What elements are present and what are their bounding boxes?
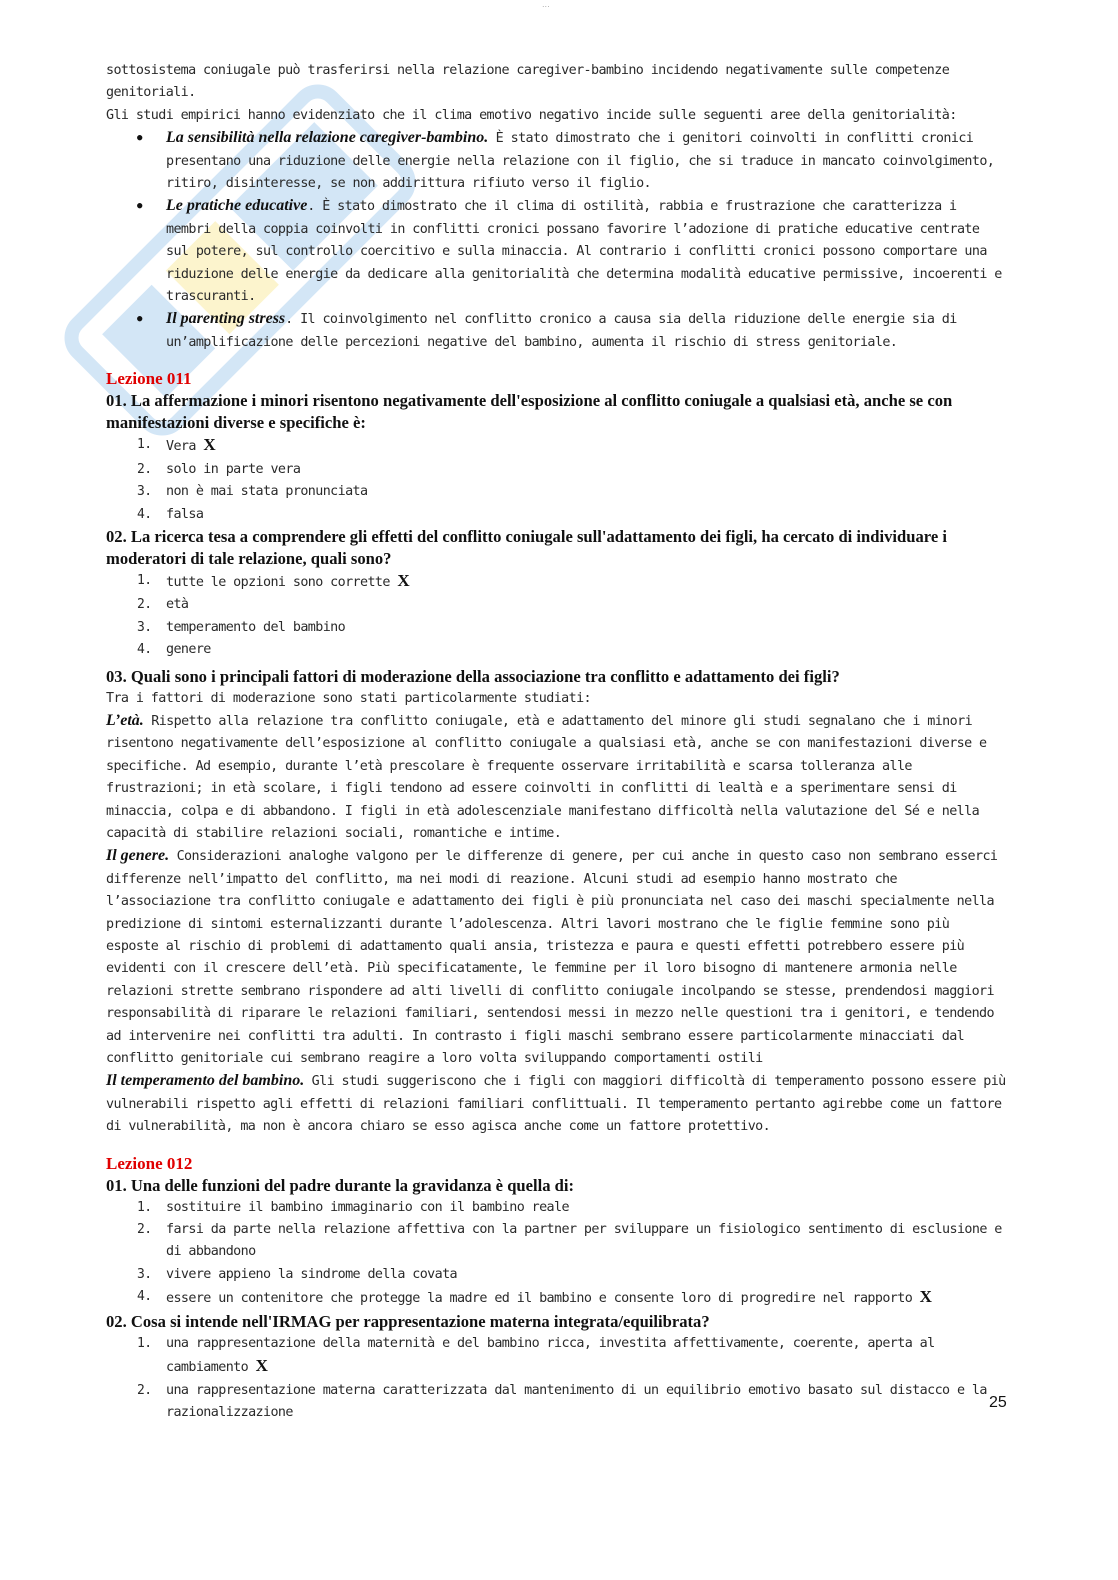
bullet-title: Le pratiche educative [166,197,308,215]
answer-option: 3. vivere appieno la sindrome della covata [137,1266,458,1282]
answer-option: 2. farsi da parte nella relazione affettiva con la partner per sviluppare un fisiologico sentimento di esclusione e di abbandono [137,1222,1002,1260]
bullet-title: La sensibilità nella relazione caregiver-bambino. [166,129,489,147]
bullet-list [106,127,1006,354]
document-body [106,60,1006,1424]
answer-option: 1. sostituire il bambino immaginario con il bambino reale [137,1199,569,1215]
question-text: 01. Una delle funzioni del padre durante la gravidanza è quella di: [106,1175,575,1195]
lesson-title: Lezione 011 [106,369,192,389]
option-label: farsi da parte nella relazione affettiva con la partner per sviluppare un fisiologico sentimento di esclusione e di abbandono [166,1222,1002,1260]
question-text: 02. Cosa si intende nell'IRMAG per rappresentazione materna integrata/equilibrata? [106,1311,710,1331]
option-label: tutte le opzioni sono corrette [166,574,390,590]
intro-paragraph-1: sottosistema coniugale può trasferirsi nella relazione caregiver-bambino incidendo negativamente sulle competenze genitoriali. [106,63,950,101]
option-label: non è mai stata pronunciata [166,484,368,500]
lesson-title: Lezione 012 [106,1153,193,1173]
paragraph-text: Considerazioni analoghe valgono per le differenze di genere, per cui anche in questo caso non sembrano esserci differenze nell’impatto del conflitto, ma nei modi di reazione. Alcuni studi ad esempio hanno mostrato che l’associazione tra conflitto coniugale e adattamento dei figli è più pronunciata nel caso dei maschi specialmente nella predizione di sintomi esternalizzanti durante l’adolescenza. Altri lavori mostrano che le figlie femmine sono più esposte al rischio di problemi di adattamento quali ansia, tristezza e paura e questi effetti potrebbero essere più evidenti con il crescere dell’età. Più specificatamente, le femmine per il loro bisogno di mantenere armonia nelle relazioni strette sembrano rispondere ad alti livelli di conflitto coniugale incolpando se stesse, prendendosi maggiori responsabilità di riparare le relazioni familiari, sentendosi messi in mezzo nelle questioni tra i genitori, e tendendo ad intervenire nei conflitti tra adulti. In contrasto i figli maschi sembrano essere particolarmente minacciati dal conflitto genitoriale cui sembrano reagire a loro volta sviluppando comportamenti ostili [106,849,998,1067]
answer-intro: Tra i fattori di moderazione sono stati particolarmente studiati: [106,690,592,706]
option-label: età [166,597,189,613]
answer-options [106,434,1006,526]
intro-paragraph-2: Gli studi empirici hanno evidenziato che il clima emotivo negativo incide sulle seguenti aree della genitorialità: [106,107,957,123]
option-label: Vera [166,439,196,455]
question-text: 02. La ricerca tesa a comprendere gli effetti del conflitto coniugale sull'adattamento dei figli, ha cercato di individuare i moderatori di tale relazione, quali sono? [106,526,947,568]
paragraph-text: Rispetto alla relazione tra conflitto coniugale, età e adattamento del minore gli studi segnalano che i minori risentono negativamente dell’esposizione al conflitto coniugale a qualsiasi età, anche se con manifestazioni diverse e specifiche. Ad esempio, durante l’età prescolare è frequente osservare irritabilità e scarsa tolleranza alle frustrazioni; in età scolare, i figli tendono ad essere coinvolti in conflitti di lealtà e a sperimentare sensi di minaccia, colpa e di abbandono. I figli in età adolescenziale manifestano difficoltà nella valutazione del Sé e nella capacità di stabilire relazioni sociali, romantiche e intime. [106,713,987,841]
answer-option: 3. temperamento del bambino [137,619,346,635]
option-label: vivere appieno la sindrome della covata [166,1266,458,1282]
option-label: una rappresentazione materna caratterizzata dal mantenimento di un equilibrio emotivo basato sul distacco e la razionalizzazione [166,1382,987,1420]
answer-option: 2. solo in parte vera [137,461,301,477]
correct-mark: X [397,570,410,590]
correct-mark: X [203,435,216,455]
answer-option: 1. tutte le opzioni sono corrette X [137,570,410,590]
option-label: solo in parte vera [166,461,301,477]
paragraph-title: Il temperamento del bambino. [106,1072,305,1090]
answer-options [106,570,1006,662]
option-label: temperamento del bambino [166,619,346,635]
paragraph-title: L’età. [106,711,144,729]
option-label: sostituire il bambino immaginario con il bambino reale [166,1199,569,1215]
question-text: 01. La affermazione i minori risentono negativamente dell'esposizione al conflitto coniugale a qualsiasi età, anche se con manifestazioni diverse e specifiche è: [106,391,953,433]
answer-option: 4. essere un contenitore che protegge la madre ed il bambino e consente loro di progredire nel rapporto X [137,1287,932,1307]
bullet-item [166,195,1006,308]
answer-options [106,1333,1006,1425]
answer-options [106,1197,1006,1311]
option-label: essere un contenitore che protegge la madre ed il bambino e consente loro di progredire nel rapporto [166,1291,913,1307]
bullet-item [166,308,1006,354]
answer-paragraph-genere [106,845,1006,1070]
correct-mark: X [919,1287,932,1307]
bullet-text: È stato dimostrato che i genitori coinvolti in conflitti cronici presentano una riduzione delle energie nella relazione con il figlio, che si traduce in mancato coinvolgimento, ritiro, disinteresse, se non addirittura rifiuto verso il figlio. [166,131,995,192]
answer-paragraph-eta [106,710,1006,845]
answer-option: 4. genere [137,642,211,658]
bullet-title: Il parenting stress [166,310,286,328]
question-text: 03. Quali sono i principali fattori di moderazione della associazione tra conflitto e adattamento dei figli? [106,666,840,686]
bullet-text: . È stato dimostrato che il clima di ostilità, rabbia e frustrazione che caratterizza i membri della coppia coinvolti in conflitti cronici possano favorire l’adozione di pratiche educative centrate sul potere, sul controllo coercitivo e sulla minaccia. Al contrario i conflitti cronici possono comportare una riduzione delle energie da dedicare alla genitorialità che determina modalità educative permissive, incoerenti e trascuranti. [166,199,1002,305]
paragraph-title: Il genere. [106,847,170,865]
answer-option: 2. età [137,597,189,613]
page-number: 25 [989,1394,1007,1411]
correct-mark: X [255,1356,268,1376]
answer-option: 4. falsa [137,506,204,522]
answer-option: 2. una rappresentazione materna caratterizzata dal mantenimento di un equilibrio emotivo basato sul distacco e la razionalizzazione [137,1382,987,1420]
answer-option: 1. Vera X [137,435,216,455]
option-label: falsa [166,506,204,522]
answer-option: 3. non è mai stata pronunciata [137,484,368,500]
bullet-text: . Il coinvolgimento nel conflitto cronico a causa sia della riduzione delle energie sia di un’amplificazione delle percezioni negative del bambino, aumenta il rischio di stress genitoriale. [166,312,957,350]
answer-option: 1. una rappresentazione della maternità e del bambino ricca, investita affettivamente, coerente, aperta al cambiamento X [137,1335,935,1376]
paragraph-text: Gli studi suggeriscono che i figli con maggiori difficoltà di temperamento possono essere più vulnerabili rispetto agli effetti di relazioni familiari conflittuali. Il temperamento pertanto agirebbe come un fattore di vulnerabilità, ma non è ancora chiaro se esso agisca anche come un fattore protettivo. [106,1074,1006,1135]
header-mark: ... [542,0,550,9]
option-label: genere [166,642,211,658]
option-label: una rappresentazione della maternità e del bambino ricca, investita affettivamente, coerente, aperta al cambiamento [166,1335,935,1376]
bullet-item [166,127,1006,195]
answer-paragraph-temperamento [106,1070,1006,1138]
